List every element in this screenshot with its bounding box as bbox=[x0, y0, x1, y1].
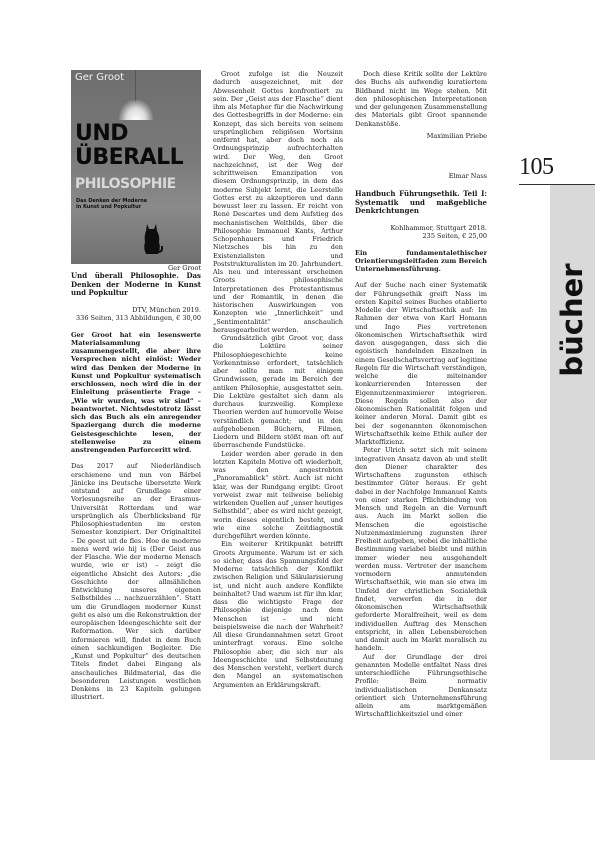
review1-lead: Ger Groot hat ein lesenswerte Materialsammlung zusammengestellt, die aber ihre Versprechen nicht einlöst: Weder wird das Denken der Moderne in Kunst und Popkultur systematisch erschlossen, noch wird die in der Einleitung präsentierte Frage – „Wie wir wurden, was wir sind“ – beantwortet. Nichtsdestotrotz lässt sich das Buch als ein anregender Spaziergang durch die moderne Geistesgeschichte lesen, der stellenweise zu einem anstrengenden Parforceritt wird. bbox=[71, 330, 201, 455]
lamp-cord bbox=[135, 70, 136, 102]
cover-subtitle bbox=[76, 198, 147, 210]
cover-subtitle-line1: Das Denken der Moderne bbox=[76, 198, 148, 204]
section-label-text: bücher bbox=[555, 263, 589, 377]
review1-pages-price: 336 Seiten, 313 Abbildungen, € 30,00 bbox=[76, 314, 201, 323]
cover-title-line1: UND bbox=[75, 121, 129, 146]
page-number: 105 bbox=[519, 154, 554, 180]
review1-publisher: DTV, München 2019. bbox=[132, 306, 201, 315]
review1-paragraph-1: Das 2017 auf Niederländisch erschienene und nun von Bärbel Jänicke ins Deutsche übersetzte Werk entstand auf Grundlage einer Vorlesungsreihe an der Erasmus-Universität Rotterdam und war ursprünglich als Überblicksband für Philosophiestudenten im ersten Semester konzipiert. Der Originaltitel – De geest uit de fles. Hoe de moderne mens werd wie hij is (Der Geist aus der Flasche. Wie der moderne Mensch wurde, wie er ist) – zeigt die eigentliche Absicht des Autors: „die Geschichte der allmählichen Entwicklung unseres eigenen Selbstbildes … nachzuerzählen“. Statt um die Grundlagen moderner Kunst geht es also um die Rekonstruktion der europäischen Ideengeschichte seit der Reformation. Wer sich darüber informieren will, findet in dem Buch einen sachkundigen Begleiter. Die „Kunst und Popkultur“ des deutschen Titels findet dabei Eingang als anschauliches Bildmaterial, das die besonderen Leistungen westlichen Denkens in 23 Kapiteln gelungen illustriert. bbox=[71, 462, 201, 702]
cat-silhouette-icon bbox=[141, 222, 163, 256]
section-label bbox=[552, 263, 592, 377]
book-cover-image bbox=[71, 70, 201, 264]
cover-credit: Ger Groot bbox=[168, 264, 201, 272]
review1-paragraph-3: Grundsätzlich gibt Groot vor, dass die Lektüre seiner Philosophiegeschichte keine Vorkenntnisse erfordert, tatsächlich aber sollte man mit einigem Grundwissen, gerade im Bereich der antiken Philosophie, ausgestattet sein. Die Lektüre gestaltet sich dann als durchaus kurzweilig. Komplexe Theorien werden auf humorvolle Weise verständlich gemacht; und in den aufgehobenen Büchern, Filmen, Liedern und Bildern stößt man oft auf überraschende Fundstücke. bbox=[213, 334, 343, 450]
review2-paragraph-1: Auf der Suche nach einer Systematik der Führungsethik greift Nass im ersten Kapitel seines Buches etablierte Modelle der Wirtschaftsethik auf: Im Rahmen der etwa von Karl Homann und Ingo Pies vertretenen ökonomischen Wirtschaftsethik wird davon ausgegangen, dass sich die egoistisch handelnden Einzelnen in einem Gesellschaftsvertrag auf legitime Regeln für die Wirtschaft verständigen, welche die miteinander konkurrierenden Interessen der Eigennutzenmaximierer integrieren. Diese Regeln sollen also der ökonomischen Rationalität folgen und keiner anderen Moral. Damit gibt es bei der sogenannten ökonomischen Wirtschaftsethik keine Ethik außer der Marktefﬁzienz. bbox=[355, 281, 487, 447]
review2-title: Handbuch Führungsethik. Teil I: Systematik und maßgebliche Denkrichtungen bbox=[355, 189, 487, 216]
review2-lead: Ein fundamentalethischer Orientierungsleitfaden zum Bereich Unternehmensführung. bbox=[355, 248, 487, 274]
review1-paragraph-2: Groot zufolge ist die Neuzeit dadurch ausgezeichnet, mit der Abwesenheit Gottes konfrontiert zu sein. Der „Geist aus der Flasche“ dient ihm als Metapher für die Nachwirkung des Gottesbegriffs in der Moderne: ein Konzept, das sich bereits von seinem ursprünglichen religiösen Wortsinn entfernt hat, aber doch noch als Ordnungsprinzip aufrechterhalten wird. Der Weg, den Groot nachzeichnet, ist der Weg der schrittweisen Emanzipation von diesem Ordnungsprinzip, in dem das moderne Subjekt lernt, die Leerstelle Gottes erst zu akzeptieren und dann bewusst leer zu lassen. Er reicht von René Descartes und dem Aufstieg des mechanistischen Weltbilds, über die Philosophie Immanuel Kants, Arthur Schopenhauers und Friedrich Nietzsches bis hin zu den Existenzialisten und Poststrukturalisten im 20. Jahrhundert. Als neu und interessant erscheinen Groots philosophische Interpretationen des Protestantismus und der Romantik, in denen die historischen Auswirkungen von Konzepten wie „Innerlichkeit“ und „Sentimentalität“ anschaulich herausgearbeitet werden. bbox=[213, 70, 343, 334]
cover-title-line3: PHILOSOPHIE bbox=[75, 176, 176, 192]
cover-title-line2: ÜBERALL bbox=[75, 145, 184, 170]
review1-title: Und überall Philosophie. Das Denken der Moderne in Kunst und Popkultur bbox=[71, 271, 201, 298]
review1-paragraph-6: Doch diese Kritik sollte der Lektüre des Buchs als aufwendig kuratiertem Bildband nicht im Wege stehen. Mit den philosophischen Interpretationen und der gelungenen Zusammenstellung des Materials gibt Groot spannende Denkanstöße. bbox=[355, 70, 487, 128]
column-1 bbox=[71, 70, 201, 702]
review1-paragraph-4: Leider werden aber gerade in den letzten Kapiteln Motive oft wiederholt, was den angestrebten „Panoramablick“ stört. Auch ist nicht klar, was der Rundgang ergibt: Groot verweist zwar mit teilweise beliebig wirkenden Quellen auf „unser heutiges Selbstbild“, aber es wird nicht gezeigt, worin dieses eigentlich besteht, und wie eine solche Zeitdiagnostik durchgeführt werden könnte. bbox=[213, 449, 343, 540]
review1-paragraph-5: Ein weiterer Kritikpunkt betrifft Groots Argumente. Warum ist er sich so sicher, dass das Spannungsfeld der Moderne tatsächlich der Konflikt zwischen Religion und Säkularisierung ist, und nicht auch andere Konflikte beinhaltet? Und warum ist für ihn klar, dass die wichtigste Frage der Philosophie diejenige nach dem Menschen ist – und nicht beispielsweise die nach der Wahrheit? All diese Grundannahmen setzt Groot uninterfragt voraus. Eine solche Philosophie aber, die sich nur als Ideengeschichte und Selbstdeutung des Menschen versteht, verliert durch den Mangel an systematischen Argumenten an Erklärungskraft. bbox=[213, 540, 343, 689]
column-3 bbox=[355, 70, 487, 719]
review2-paragraph-2: Peter Ulrich setzt sich mit seinem integrativen Ansatz davon ab und stellt den Diener charakter des Wirtschaftens zugunsten ethisch bestimmter Güter heraus. Er geht dabei in der Nachfolge Immanuel Kants von einer starken Pflichtbindung von Mensch und Regeln an die Vernunft aus. Auch im Markt sollen die Menschen die egoistische Nutzenmaximierung zugunsten ihrer Freiheit aufgeben, wobei die inhaltliche Bestimmung variabel bleibt und mithin immer wieder neu ausgehandelt werden muss. Vertreter der manchem vormodern anmutenden Wirtschaftsethik, wie man sie etwa im Umfeld der christlichen Sozialethik findet, verwerfen die in der ökonomischen Wirtschaftsethik geforderte Moralfreiheit, weil es dem individuellen Auftrag des Menschen entspricht, in allen Lebensbereichen und damit auch im Markt moralisch zu handeln. bbox=[355, 446, 487, 653]
review2-paragraph-3: Auf der Grundlage der drei genannten Modelle entfaltet Nass drei unterschiedliche Führungsethische Profile: Beim normativ individualistischen Denkansatz orientiert sich Unternehmensführung allein am marktgemäßen Wirtschaftlichkeitsziel und einer bbox=[355, 652, 487, 719]
column-2 bbox=[213, 70, 343, 689]
review2-publisher: Kohlhammer, Stuttgart 2018. bbox=[390, 224, 487, 233]
cover-subtitle-line2: in Kunst und Popkultur bbox=[76, 204, 142, 210]
lamp-light bbox=[119, 100, 153, 120]
cover-author: Ger Groot bbox=[75, 72, 124, 83]
review2-author: Elmar Nass bbox=[448, 172, 487, 180]
review1-reviewer: Maximilian Priebe bbox=[426, 131, 487, 140]
review2-pages-price: 235 Seiten, € 25,00 bbox=[422, 232, 487, 241]
